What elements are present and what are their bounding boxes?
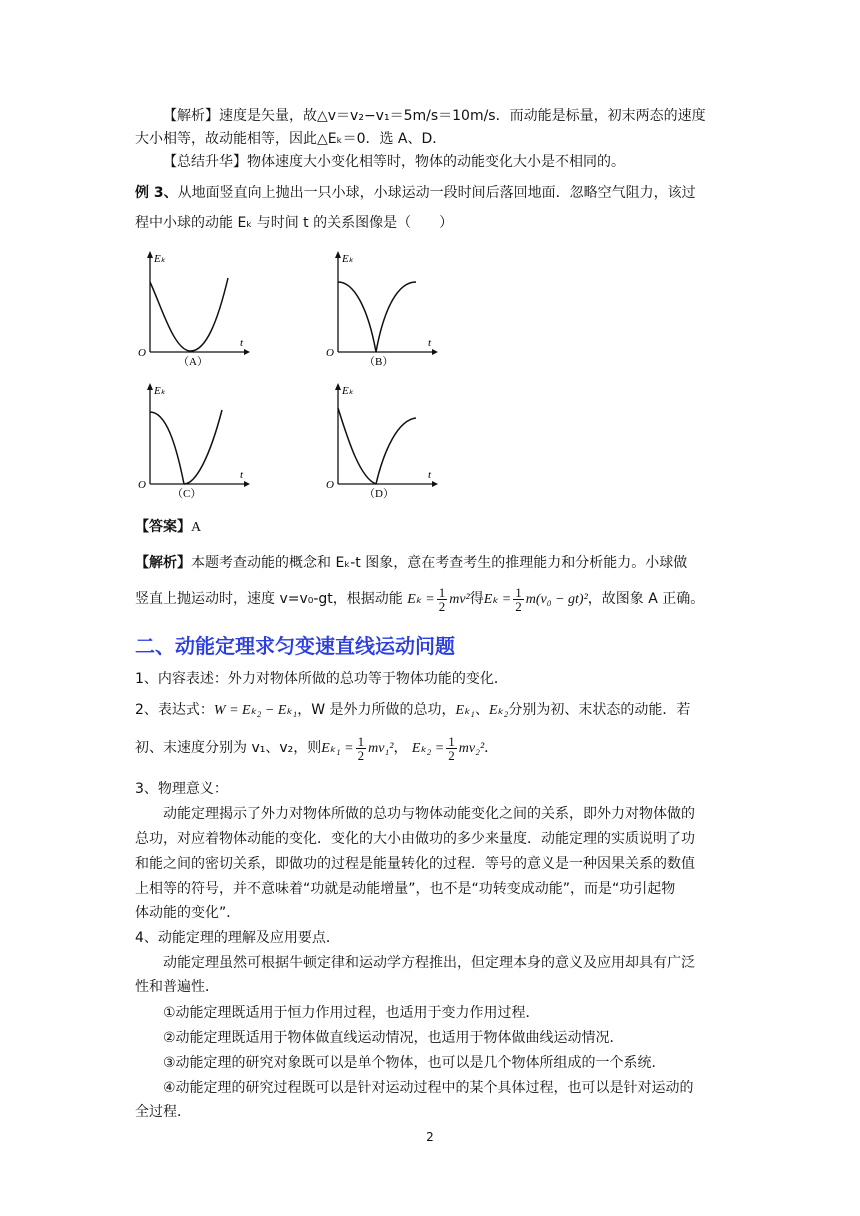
graph-b-option-label: （B） [364,356,394,368]
half-fraction [437,586,448,613]
kinetic-energy-eq-rhs: mv² [449,592,470,607]
point-4: ④动能定理的研究过程既可以是针对运动过程中的某个具体过程，也可以是针对运动的 [163,1080,694,1096]
graph-c-y-label: Eₖ [154,385,166,397]
para-3-line-1: 动能定理揭示了外力对物体所做的总功与物体动能变化之间的关系，即外力对物体做的 [163,806,695,822]
final-ke-eq-lhs: Eₖ₂ = [411,741,445,756]
analysis-2-text-2c: ，故图象 A 正确。 [587,591,705,607]
para-4-line-2: 性和普遍性． [135,979,219,995]
answer-label: 【答案】 [135,519,191,535]
graph-a-origin: O [138,347,146,359]
graph-c [132,380,252,502]
graph-d [320,380,440,502]
example-3-text-1: 从地面竖直向上抛出一只小球，小球运动一段时间后落回地面．忽略空气阻力，该过 [177,185,696,201]
analysis-2-line-1 [135,553,735,573]
half-denominator: 2 [438,598,446,614]
point-3: ③动能定理的研究对象既可以是单个物体，也可以是几个物体所组成的一个系统． [163,1055,666,1071]
point-2: ②动能定理既适用于物体做直线运动情况，也适用于物体做曲线运动情况． [163,1030,624,1046]
answer [135,517,735,538]
half-denominator-2: 2 [515,598,522,614]
item-2-label: 2、表达式： [135,702,214,718]
graph-b-origin: O [326,347,334,359]
graph-c-origin: O [138,479,146,491]
graph-d-option-label: （D） [364,488,394,500]
item-2-text-d: 初、末速度分别为 v₁、v₂，则 [135,740,322,756]
item-2-line-2: 初、末速度分别为 v₁、v₂，则Eₖ₁ = $\frac{1}{2}$ mv₁²， Eₖ₂ = $\frac{1}{2}$ mv₂²． [135,733,499,763]
last-line: 全过程． [135,1104,191,1120]
graph-d-y-label: Eₖ [342,385,354,397]
initial-ke-eq-rhs: mv₁² [368,741,394,756]
item-2-separator: 、 [474,702,489,718]
half-denominator-4: 2 [448,747,455,763]
graph-a [132,248,252,370]
analysis-2-label: 【解析】 [135,555,191,571]
item-1: 1、内容表述：外力对物体所做的总功等于物体功能的变化． [135,671,508,687]
analysis-2-text-1: 本题考查动能的概念和 Eₖ-t 图象，意在考查考生的推理能力和分析能力。小球做 [191,555,688,571]
item-4: 4、动能定理的理解及应用要点． [135,930,340,946]
graph-c-option-label: （C） [172,488,202,500]
section-heading: 二、动能定理求匀变速直线运动问题 [135,634,455,658]
half-numerator-3: 1 [357,733,365,749]
summary-1-text: 物体速度大小变化相等时，物体的动能变化大小是不相同的。 [247,154,625,170]
half-fraction-3 [356,735,367,762]
initial-ke-eq-lhs: Eₖ₁ = [321,741,354,756]
para-3-line-2: 总功，对应着物体动能的变化．变化的大小由做功的多少来量度．动能定理的实质说明了功 [135,831,695,847]
initial-ke-symbol: Eₖ₁ [455,703,475,718]
analysis-1-label: 【解析】 [163,108,219,124]
half-numerator: 1 [438,584,446,600]
graph-b [320,248,440,370]
para-3-line-3: 和能之间的密切关系，即做功的过程是能量转化的过程．等号的意义是一种因果关系的数值 [135,856,695,872]
answer-value: A [191,520,202,535]
example-3-line-1 [135,183,735,203]
half-denominator-3: 2 [357,747,365,763]
final-ke-symbol: Eₖ₂ [488,703,509,718]
graph-a-option-label: （A） [178,356,208,368]
graph-a-y-label: Eₖ [154,253,166,265]
half-numerator-2: 1 [515,584,522,600]
graph-c-x-label: t [240,469,244,481]
example-3-line-2: 程中小球的动能 Eₖ 与时间 t 的关系图像是（ ） [135,215,454,231]
analysis-2-text-2b: 得 [469,591,484,607]
graph-a-x-label: t [240,337,244,349]
half-numerator-4: 1 [448,733,455,749]
summary-1-label: 【总结升华】 [163,154,247,170]
summary-1 [163,152,763,172]
item-2-text-b: ，W 是外力所做的总功， [297,702,456,718]
example-3-label: 例 3、 [135,185,178,201]
analysis-2-line-2 [135,584,735,615]
half-fraction-2 [513,586,524,613]
kinetic-energy-eq-lhs: Eₖ = [407,592,435,607]
item-3: 3、物理意义： [135,781,228,797]
analysis-1-line-1 [163,106,763,126]
half-fraction-4 [446,735,457,762]
para-3-line-5: 体动能的变化”． [135,905,241,921]
graph-b-y-label: Eₖ [342,253,354,265]
graph-b-x-label: t [428,337,432,349]
item-2-text-c: 分别为初、末状态的动能．若 [508,702,691,718]
para-3-line-4: 上相等的符号，并不意味着“功就是动能增量”，也不是“功转变成动能”，而是“功引起物 [135,881,676,897]
final-ke-eq-rhs: mv₂² [458,741,485,756]
analysis-2-text-2a: 竖直上抛运动时，速度 v=v₀-gt，根据动能 [135,591,403,607]
kinetic-energy-time-eq-lhs: Eₖ = [483,592,512,607]
kinetic-energy-time-eq-rhs: m(v₀ − gt)² [525,592,588,607]
page-number: 2 [426,1130,434,1144]
analysis-1-text-1: 速度是矢量，故△v＝v₂−v₁＝5m/s＝10m/s．而动能是标量，初末两态的速度 [219,108,706,124]
analysis-1-line-2: 大小相等，故动能相等，因此△Eₖ＝0．选 A、D． [135,131,447,147]
graph-d-origin: O [326,479,334,491]
item-2-line-1 [135,700,735,721]
work-energy-equation: W = Eₖ₂ − Eₖ₁ [213,703,298,718]
point-1: ①动能定理既适用于恒力作用过程，也适用于变力作用过程． [163,1005,540,1021]
graph-d-x-label: t [428,469,432,481]
para-4-line-1: 动能定理虽然可根据牛顿定律和运动学方程推出，但定理本身的意义及应用却具有广泛 [163,955,695,971]
